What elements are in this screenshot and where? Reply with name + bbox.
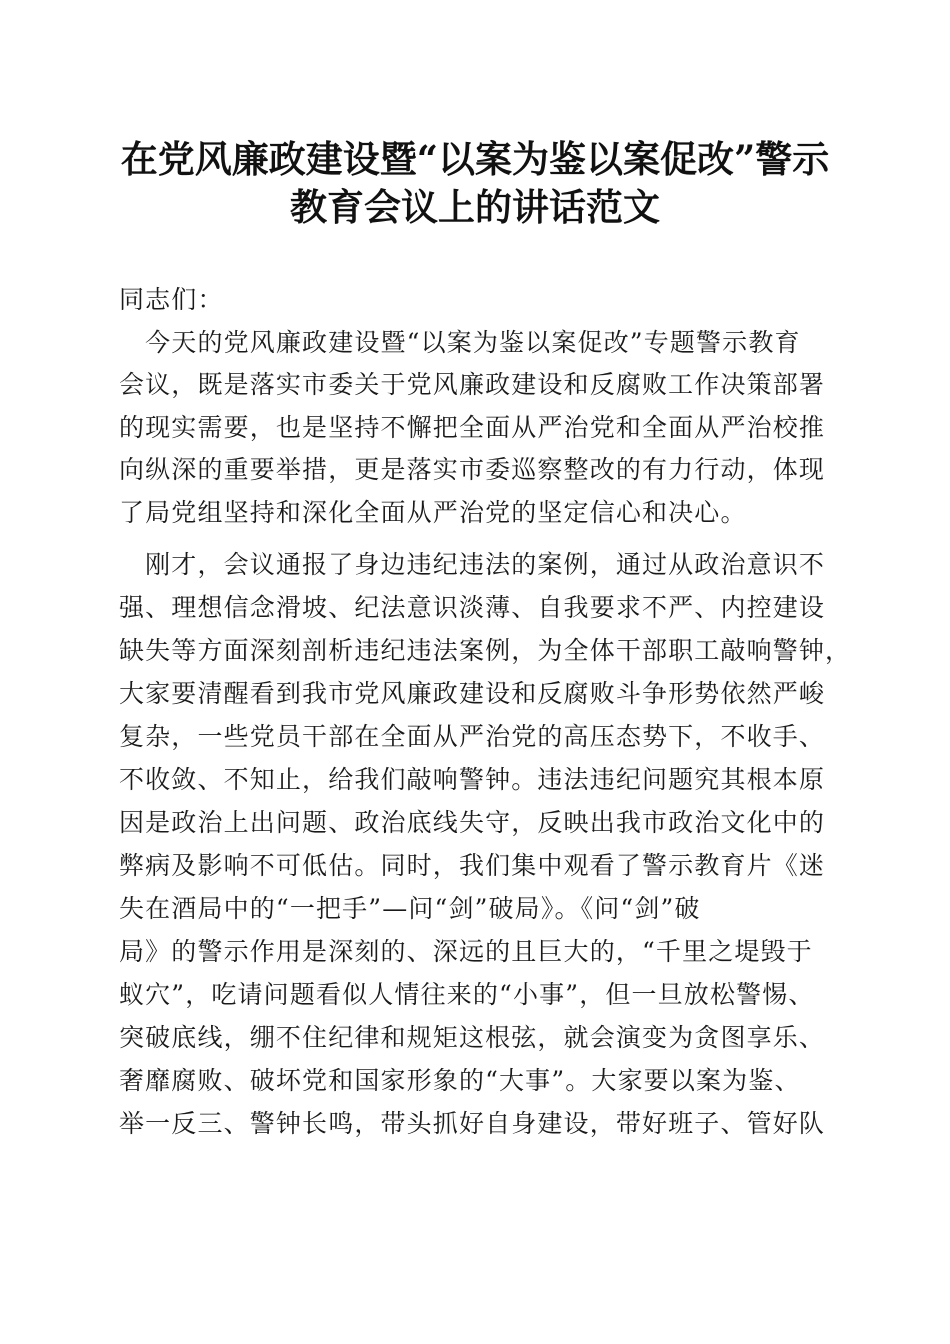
body-line: 大家要清醒看到我市党风廉政建设和反腐败斗争形势依然严峻 <box>119 679 826 708</box>
greeting: 同志们： <box>119 285 224 314</box>
body-line: 刚才，会议通报了身边违纪违法的案例，通过从政治意识不 <box>119 550 826 579</box>
body-line: 局》的警示作用是深刻的、深远的且巨大的，“千里之堤毁于 <box>119 937 813 966</box>
body-line: 了局党组坚持和深化全面从严治党的坚定信心和决心。 <box>119 498 747 527</box>
body-line: 会议，既是落实市委关于党风廉政建设和反腐败工作决策部署 <box>119 370 826 399</box>
body-line: 弊病及影响不可低估。同时，我们集中观看了警示教育片《迷 <box>119 851 826 880</box>
body-line: 的现实需要，也是坚持不懈把全面从严治党和全面从严治校推 <box>119 413 826 442</box>
body-line: 突破底线，绷不住纪律和规矩这根弦，就会演变为贪图享乐、 <box>119 1023 826 1052</box>
body-line: 今天的党风廉政建设暨“以案为鉴以案促改”专题警示教育 <box>119 328 801 357</box>
body-line: 失在酒局中的“一把手”—问“剑”破局》。《问“剑”破 <box>119 894 701 923</box>
body-line: 不收敛、不知止，给我们敲响警钟。违法违纪问题究其根本原 <box>119 765 826 794</box>
body-line: 蚁穴”，吃请问题看似人情往来的“小事”，但一旦放松警惕、 <box>119 980 815 1009</box>
body-line: 复杂，一些党员干部在全面从严治党的高压态势下，不收手、 <box>119 722 826 751</box>
body-line: 缺失等方面深刻剖析违纪违法案例，为全体干部职工敲响警钟， <box>119 636 852 665</box>
body-line: 因是政治上出问题、政治底线失守，反映出我市政治文化中的 <box>119 808 826 837</box>
body-line: 强、理想信念滑坡、纪法意识淡薄、自我要求不严、内控建设 <box>119 593 826 622</box>
body-line: 奢靡腐败、破坏党和国家形象的“大事”。大家要以案为鉴、 <box>119 1066 801 1095</box>
body-line: 举一反三、警钟长鸣，带头抓好自身建设，带好班子、管好队 <box>119 1109 826 1138</box>
document-title-line-1: 在党风廉政建设暨“以案为鉴以案促改”警示 <box>120 137 830 181</box>
document-title-line-2: 教育会议上的讲话范文 <box>290 185 660 229</box>
body-line: 向纵深的重要举措，更是落实市委巡察整改的有力行动，体现 <box>119 455 826 484</box>
